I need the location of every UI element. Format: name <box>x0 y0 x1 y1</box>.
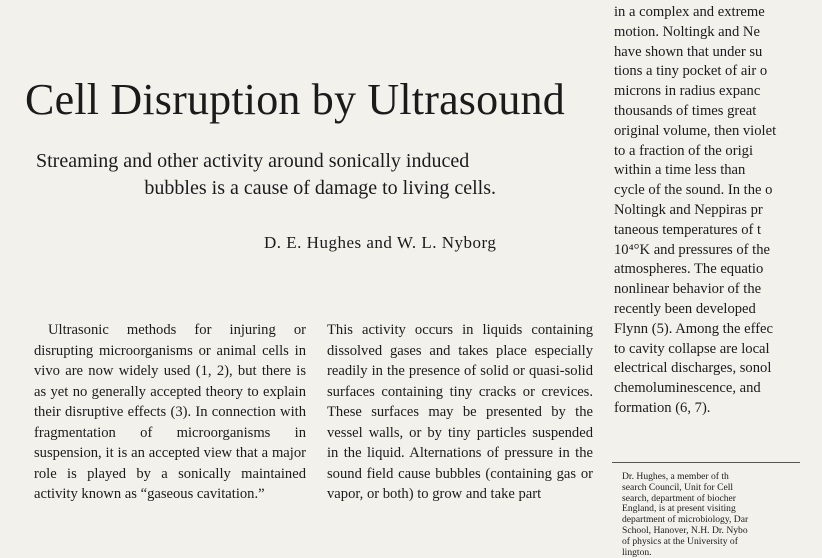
footnote-line: department of microbiology, Dar <box>622 514 749 526</box>
column-line: nonlinear behavior of the <box>614 281 762 298</box>
column-line: Flynn (5). Among the effec <box>614 320 774 337</box>
column-line: within a time less than <box>614 162 746 179</box>
footnote-line: search Council, Unit for Cell <box>622 481 734 493</box>
column-line: thousands of times great <box>614 102 757 119</box>
subtitle-line: bubbles is a cause of damage to living cells. <box>144 177 496 199</box>
body-column-1 <box>34 320 306 505</box>
column-line: 10⁴°K and pressures of the <box>614 241 771 258</box>
column-line: recently been developed <box>614 300 756 317</box>
column-line: formation (6, 7). <box>614 399 711 416</box>
footnote-line: search, department of biocher <box>622 492 737 504</box>
body-paragraph: This activity occurs in liquids containing dissolved gases and takes place especially readily in the presence of solid or quasi-solid surfaces containing tiny cracks or crevices. These surfaces may be presented by the vessel walls, or by tiny particles suspended in the liquid. Alternations of pressure in the sound field cause bubbles (containing gas or vapor, or both) to grow and take part <box>327 322 593 502</box>
body-column-2 <box>327 320 593 505</box>
column-line: to cavity collapse are local <box>614 340 770 357</box>
footnote-line: Dr. Hughes, a member of th <box>622 471 729 482</box>
body-paragraph: Ultrasonic methods for injuring or disrupting microorganisms or animal cells in vivo are now widely used (1, 2), but there is as yet no generally accepted theory to explain their disruptive effects (3). In connection with fragmentation of microorganisms in suspension, it is an accepted view that a major role is played by a sonically maintained activity known as “gaseous cavitation.” <box>34 322 306 502</box>
article-subtitle <box>36 148 496 202</box>
author-footnote <box>622 472 822 558</box>
article-authors: D. E. Hughes and W. L. Nyborg <box>264 233 497 252</box>
footnote-line: of physics at the University of <box>622 535 738 547</box>
column-line: cycle of the sound. In the o <box>614 182 773 199</box>
footnote-line: England, is at present visiting <box>622 503 736 515</box>
column-line: chemoluminescence, and <box>614 380 761 397</box>
column-line: tions a tiny pocket of air o <box>614 63 768 80</box>
column-line: to a fraction of the origi <box>614 142 753 159</box>
footnote-line: lington. <box>622 546 652 558</box>
subtitle-line: Streaming and other activity around sonically induced <box>36 150 470 172</box>
column-line: have shown that under su <box>614 43 763 60</box>
footnote-line: School, Hanover, N.H. Dr. Nybo <box>622 524 748 536</box>
column-line: motion. Noltingk and Ne <box>614 23 760 40</box>
column-line: atmospheres. The equatio <box>614 261 764 278</box>
article-title: Cell Disruption by Ultrasound <box>25 75 565 124</box>
column-line: electrical discharges, sonol <box>614 360 772 377</box>
footnote-divider <box>612 462 800 463</box>
column-line: in a complex and extreme <box>614 4 765 20</box>
column-line: taneous temperatures of t <box>614 221 762 238</box>
column-line: Noltingk and Neppiras pr <box>614 201 763 218</box>
column-line: original volume, then violet <box>614 122 777 139</box>
body-column-3 <box>614 3 814 419</box>
column-line: microns in radius expanc <box>614 83 761 100</box>
